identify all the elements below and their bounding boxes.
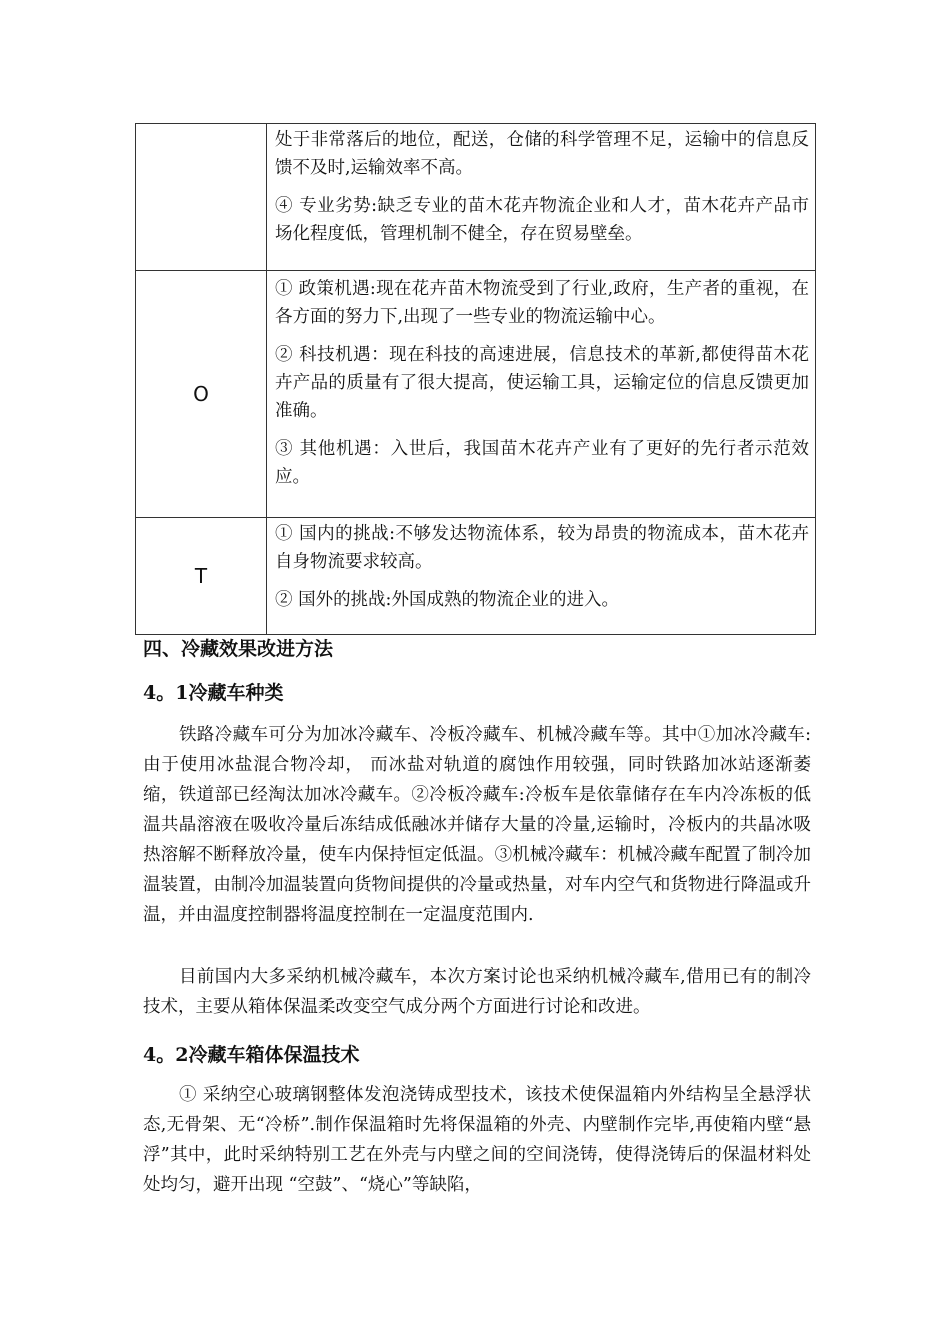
body-paragraph: 目前国内大多采纳机械冷藏车，本次方案讨论也采纳机械冷藏车,借用已有的制冷技术，主要从箱体保温柔改变空气成分两个方面进行讨论和改进。: [143, 967, 811, 1017]
cell-paragraph: ① 政策机遇:现在花卉苗木物流受到了行业,政府，生产者的重视，在各方面的努力下,出现了一些专业的物流运输中心。: [275, 279, 809, 327]
row-label-cell: O: [136, 271, 267, 518]
cell-paragraph: ④ 专业劣势:缺乏专业的苗木花卉物流企业和人才，苗木花卉产品市场化程度低，管理机制不健全，存在贸易壁垒。: [275, 196, 809, 244]
subsection-heading: 4。2冷藏车箱体保温技术: [143, 1044, 360, 1066]
body-paragraph: ① 采纳空心玻璃钢整体发泡浇铸成型技术，该技术使保温箱内外结构呈全悬浮状态,无骨架、无“冷桥”.制作保温箱时先将保温箱的外壳、内壁制作完毕,再使箱内壁“悬浮”其中，此时采纳特别工艺在外壳与内壁之间的空间浇铸，使得浇铸后的保温材料处处均匀，避开出现 “空鼓”、“烧心”等缺陷，: [143, 1085, 811, 1195]
row-content-cell: [267, 518, 816, 635]
table-row-threats: [136, 518, 816, 635]
cell-paragraph: 处于非常落后的地位，配送，仓储的科学管理不足，运输中的信息反馈不及时,运输效率不高。: [275, 130, 809, 178]
subsection-heading: 4。1冷藏车种类: [143, 682, 284, 704]
row-label-cell: [136, 124, 267, 271]
row-content-cell: [267, 124, 816, 271]
cell-paragraph: ② 国外的挑战:外国成熟的物流企业的进入。: [275, 590, 619, 610]
swot-table: [135, 123, 816, 635]
cell-paragraph: ③ 其他机遇：入世后，我国苗木花卉产业有了更好的先行者示范效应。: [275, 439, 809, 487]
row-content-cell: [267, 271, 816, 518]
cell-paragraph: ① 国内的挑战:不够发达物流体系，较为昂贵的物流成本，苗木花卉自身物流要求较高。: [275, 524, 809, 572]
table-row-weakness-continued: [136, 124, 816, 271]
cell-paragraph: ② 科技机遇：现在科技的高速进展，信息技术的革新,都使得苗木花卉产品的质量有了很大提高，使运输工具，运输定位的信息反馈更加准确。: [275, 345, 809, 421]
table-row-opportunities: [136, 271, 816, 518]
row-label-cell: T: [136, 518, 267, 635]
body-paragraph: 铁路冷藏车可分为加冰冷藏车、冷板冷藏车、机械冷藏车等。其中①加冰冷藏车:由于使用冰盐混合物冷却， 而冰盐对轨道的腐蚀作用较强，同时铁路加冰站逐渐萎缩，铁道部已经淘汰加冰冷藏车。②冷板冷藏车:冷板车是依靠储存在车内冷冻板的低温共晶溶液在吸收冷量后冻结成低融冰并储存大量的冷量,运输时，冷板内的共晶冰吸热溶解不断释放冷量，使车内保持恒定低温。③机械冷藏车：机械冷藏车配置了制冷加温装置，由制冷加温装置向货物间提供的冷量或热量，对车内空气和货物进行降温或升温，并由温度控制器将温度控制在一定温度范围内.: [143, 725, 811, 925]
section-heading: 四、冷藏效果改进方法: [143, 638, 334, 660]
